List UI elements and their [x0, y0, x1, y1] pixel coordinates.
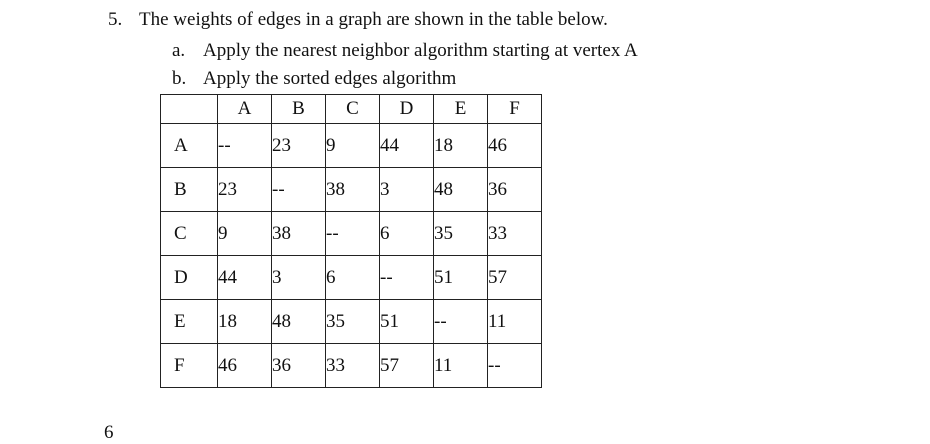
part-a: [172, 40, 638, 62]
row-label: D: [161, 256, 218, 300]
row-label: E: [161, 300, 218, 344]
part-a-label: a.: [172, 40, 186, 61]
question-text: The weights of edges in a graph are shown in the table below.: [139, 9, 608, 30]
table-cell: 3: [380, 168, 434, 212]
table-cell: 46: [218, 344, 272, 388]
table-cell: 9: [218, 212, 272, 256]
table-cell: --: [326, 212, 380, 256]
table-cell: 48: [272, 300, 326, 344]
table-cell: 51: [380, 300, 434, 344]
table-cell: 46: [488, 124, 542, 168]
table-cell: 11: [434, 344, 488, 388]
row-label: C: [161, 212, 218, 256]
table-cell: 9: [326, 124, 380, 168]
part-b: [172, 68, 456, 90]
table-cell: 3: [272, 256, 326, 300]
table-cell: 6: [380, 212, 434, 256]
edge-weights-table: [160, 94, 542, 388]
table-cell: 18: [434, 124, 488, 168]
next-question-number: 6: [104, 422, 114, 443]
table-cell: 44: [218, 256, 272, 300]
table-cell: 38: [326, 168, 380, 212]
table-cell: 44: [380, 124, 434, 168]
column-header-d: D: [380, 95, 434, 124]
row-label: A: [161, 124, 218, 168]
table-row: [161, 344, 542, 388]
table-row: [161, 168, 542, 212]
column-header-e: E: [434, 95, 488, 124]
corner-cell: [161, 95, 218, 124]
table-cell: 33: [488, 212, 542, 256]
table-header-row: [161, 95, 542, 124]
table-row: [161, 300, 542, 344]
table-cell: --: [272, 168, 326, 212]
table-cell: 48: [434, 168, 488, 212]
column-header-c: C: [326, 95, 380, 124]
table-cell: 35: [434, 212, 488, 256]
table-cell: --: [434, 300, 488, 344]
table-cell: 57: [380, 344, 434, 388]
table-row: [161, 124, 542, 168]
part-b-label: b.: [172, 68, 187, 89]
table-cell: 57: [488, 256, 542, 300]
table-cell: 23: [218, 168, 272, 212]
table-cell: 33: [326, 344, 380, 388]
table-row: [161, 256, 542, 300]
column-header-b: B: [272, 95, 326, 124]
table-cell: 38: [272, 212, 326, 256]
table-cell: --: [218, 124, 272, 168]
table-cell: --: [380, 256, 434, 300]
table-cell: 36: [488, 168, 542, 212]
column-header-f: F: [488, 95, 542, 124]
table-cell: 23: [272, 124, 326, 168]
table-cell: 18: [218, 300, 272, 344]
table-cell: --: [488, 344, 542, 388]
part-b-text: Apply the sorted edges algorithm: [203, 68, 457, 89]
table-cell: 51: [434, 256, 488, 300]
row-label: F: [161, 344, 218, 388]
table-cell: 36: [272, 344, 326, 388]
part-a-text: Apply the nearest neighbor algorithm starting at vertex A: [203, 40, 638, 61]
table-cell: 35: [326, 300, 380, 344]
row-label: B: [161, 168, 218, 212]
column-header-a: A: [218, 95, 272, 124]
table-cell: 6: [326, 256, 380, 300]
table-cell: 11: [488, 300, 542, 344]
question-number: 5.: [108, 9, 123, 30]
table-row: [161, 212, 542, 256]
question-5: [108, 9, 608, 31]
